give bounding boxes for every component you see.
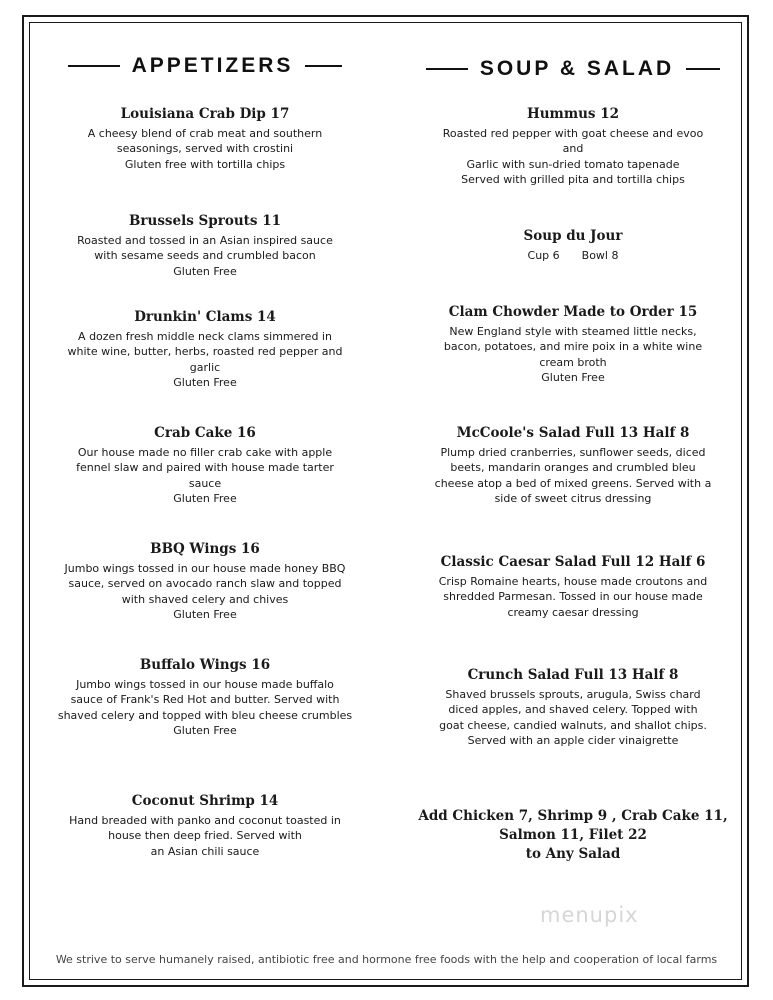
soup-prices <box>418 248 728 263</box>
desc-line: Jumbo wings tossed in our house made buffalo <box>76 678 334 691</box>
desc-line: A dozen fresh middle neck clams simmered in <box>78 330 332 343</box>
desc-line: Gluten Free <box>173 607 237 621</box>
desc-line: sauce <box>188 476 222 490</box>
desc-line: shaved celery and topped with bleu cheese crumbles <box>57 708 353 722</box>
desc-line: with sesame seeds and crumbled bacon <box>94 249 316 263</box>
watermark-logo: menupix <box>540 903 639 927</box>
header-rule-left <box>68 65 120 67</box>
item-name: Buffalo Wings 16 <box>139 657 271 673</box>
desc-line: an Asian chili sauce <box>150 844 260 858</box>
item-name: Louisiana Crab Dip 17 <box>120 106 290 122</box>
desc-line: Our house made no filler crab cake with apple <box>77 446 333 459</box>
desc-line: Gluten Free <box>541 370 605 384</box>
desc-line: Gluten free with tortilla chips <box>124 157 286 171</box>
menu-item-mccooles-salad <box>418 424 728 506</box>
item-description <box>40 561 370 622</box>
desc-line: garlic <box>189 360 221 374</box>
bowl-price: Bowl 8 <box>581 249 619 262</box>
desc-line: cheese atop a bed of mixed greens. Served with a <box>434 476 712 490</box>
item-description <box>418 574 728 620</box>
desc-line: Gluten Free <box>173 723 237 737</box>
desc-line: sauce of Frank's Red Hot and butter. Served with <box>70 693 340 707</box>
item-description <box>40 445 370 506</box>
appetizers-title: APPETIZERS <box>131 54 294 77</box>
menu-item-bbq-wings <box>40 540 370 622</box>
item-name: Crab Cake 16 <box>154 425 256 441</box>
item-description <box>418 324 728 385</box>
menu-item-caesar-salad <box>418 553 728 620</box>
addon-line: Add Chicken 7, Shrimp 9 , Crab Cake 11, <box>418 808 728 824</box>
appetizers-header <box>40 54 370 78</box>
desc-line: seasonings, served with crostini <box>116 142 294 156</box>
item-name: BBQ Wings 16 <box>150 541 260 557</box>
header-rule-right <box>305 65 342 67</box>
desc-line: beets, mandarin oranges and crumbled bleu <box>450 461 696 475</box>
item-description <box>40 126 370 172</box>
menu-item-coconut-shrimp <box>40 792 370 859</box>
item-name: Drunkin' Clams 14 <box>134 309 276 325</box>
desc-line: with shaved celery and chives <box>121 592 289 606</box>
desc-line: Served with grilled pita and tortilla chips <box>461 172 685 186</box>
desc-line: Shaved brussels sprouts, arugula, Swiss chard <box>445 688 701 701</box>
desc-line: fennel slaw and paired with house made tarter <box>76 461 334 475</box>
addon-line: Salmon 11, Filet 22 <box>499 827 647 843</box>
desc-line: Gluten Free <box>173 375 237 389</box>
menu-item-crab-dip <box>40 105 370 172</box>
menu-item-buffalo-wings <box>40 656 370 738</box>
desc-line: creamy caesar dressing <box>507 605 639 619</box>
desc-line: Crisp Romaine hearts, house made croutons and <box>438 575 708 588</box>
desc-line: and <box>562 142 584 156</box>
desc-line: Gluten Free <box>173 491 237 505</box>
item-name: Brussels Sprouts 11 <box>128 213 281 229</box>
desc-line: side of sweet citrus dressing <box>494 491 652 505</box>
desc-line: A cheesy blend of crab meat and southern <box>87 127 323 140</box>
item-description <box>40 329 370 390</box>
desc-line: cream broth <box>539 355 607 369</box>
item-description <box>418 126 728 187</box>
item-name: McCoole's Salad Full 13 Half 8 <box>456 425 690 441</box>
desc-line: Served with an apple cider vinaigrette <box>467 733 679 747</box>
menu-item-hummus <box>418 105 728 187</box>
desc-line: sauce, served on avocado ranch slaw and topped <box>68 577 342 591</box>
item-description <box>418 687 728 748</box>
item-description <box>40 813 370 859</box>
menu-item-crunch-salad <box>418 666 728 748</box>
item-description <box>418 445 728 506</box>
item-name: Soup du Jour <box>523 228 623 244</box>
header-rule-right <box>686 68 720 70</box>
menu-item-crab-cake <box>40 424 370 506</box>
menu-item-clam-chowder <box>418 303 728 385</box>
desc-line: New England style with steamed little necks, <box>449 325 697 338</box>
item-description <box>40 677 370 738</box>
desc-line: house then deep fried. Served with <box>108 829 302 843</box>
item-name: Clam Chowder Made to Order 15 <box>448 304 698 320</box>
desc-line: Gluten Free <box>173 264 237 278</box>
desc-line: bacon, potatoes, and mire poix in a white wine <box>443 340 703 354</box>
menu-item-drunkin-clams <box>40 308 370 390</box>
desc-line: shredded Parmesan. Tossed in our house made <box>443 590 703 604</box>
menu-item-brussels-sprouts <box>40 212 370 279</box>
desc-line: white wine, butter, herbs, roasted red pepper and <box>67 345 343 359</box>
salad-addons <box>418 807 728 864</box>
desc-line: Plump dried cranberries, sunflower seeds, diced <box>440 446 706 459</box>
desc-line: Roasted red pepper with goat cheese and evoo <box>442 127 704 140</box>
desc-line: diced apples, and shaved celery. Topped with <box>448 703 698 717</box>
item-name: Classic Caesar Salad Full 12 Half 6 <box>440 554 706 570</box>
item-name: Coconut Shrimp 14 <box>131 793 279 809</box>
soup-salad-title: SOUP & SALAD <box>479 57 675 80</box>
soup-salad-header <box>418 57 728 81</box>
desc-line: goat cheese, candied walnuts, and shallot chips. <box>439 718 707 732</box>
cup-price: Cup 6 <box>527 249 560 262</box>
addon-line: to Any Salad <box>525 846 621 862</box>
desc-line: Jumbo wings tossed in our house made honey BBQ <box>64 562 346 575</box>
desc-line: Roasted and tossed in an Asian inspired sauce <box>77 234 333 247</box>
item-name: Hummus 12 <box>526 106 620 122</box>
desc-line: Garlic with sun-dried tomato tapenade <box>466 157 680 171</box>
header-rule-left <box>426 68 468 70</box>
desc-line: Hand breaded with panko and coconut toasted in <box>69 814 341 827</box>
item-name: Crunch Salad Full 13 Half 8 <box>467 667 679 683</box>
footer-note: We strive to serve humanely raised, antibiotic free and hormone free foods with the help and cooperation of local farms <box>55 953 718 966</box>
item-description <box>40 233 370 279</box>
menu-item-soup-du-jour <box>418 227 728 263</box>
